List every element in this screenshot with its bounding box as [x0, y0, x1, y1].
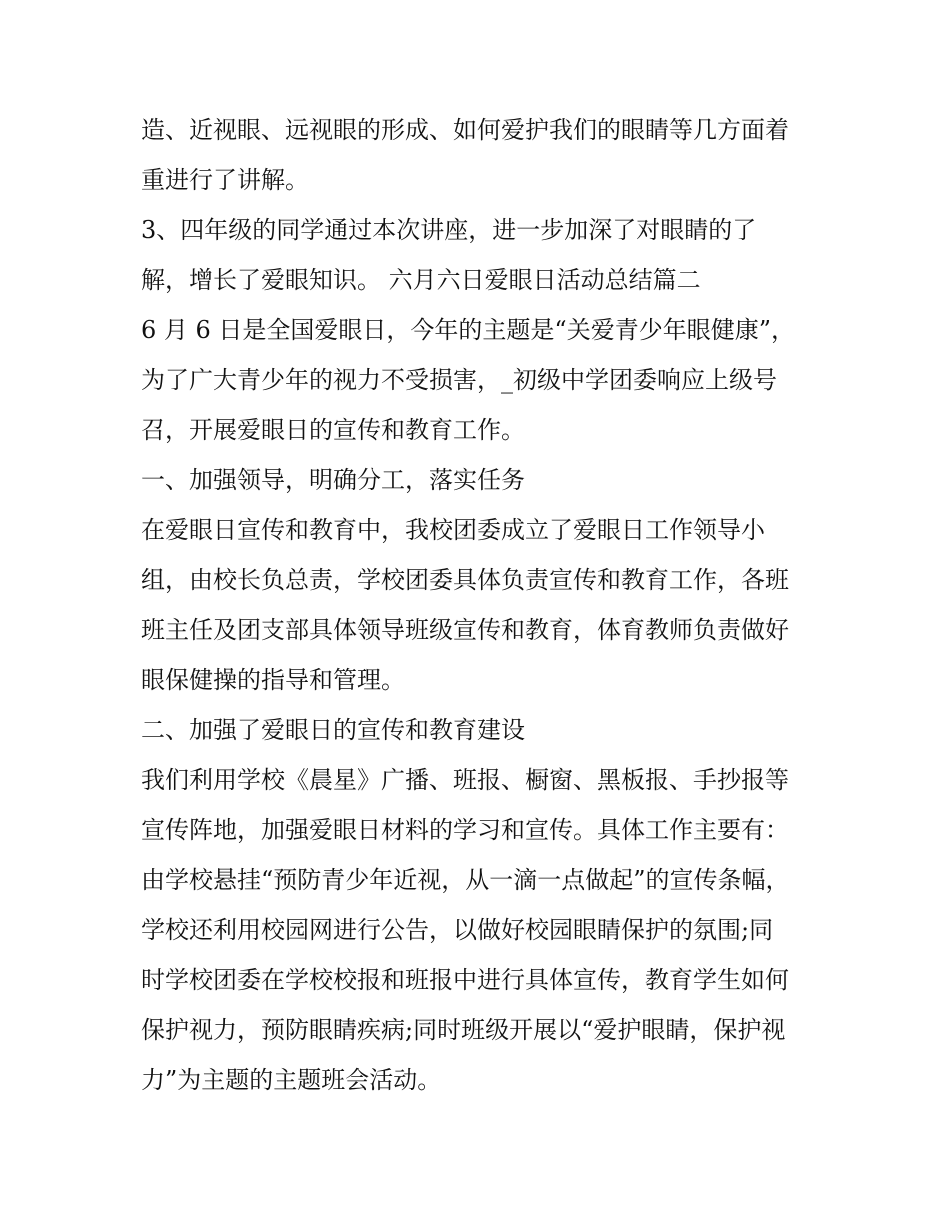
- text-line: 眼保健操的指导和管理。: [141, 666, 405, 694]
- text-line: 时学校团委在学校校报和班报中进行具体宣传，教育学生如何: [141, 966, 789, 994]
- text-line: 我们利用学校《晨星》广播、班报、橱窗、黑板报、手抄报等: [141, 766, 789, 794]
- section-heading: 二、加强了爱眼日的宣传和教育建设: [141, 716, 525, 744]
- text-line: 重进行了讲解。: [141, 166, 309, 194]
- text-line: 6 月 6 日是全国爱眼日，今年的主题是“关爱青少年眼健康”，: [141, 316, 795, 344]
- section-heading: 一、加强领导，明确分工，落实任务: [141, 466, 525, 494]
- text-line: 学校还利用校园网进行公告，以做好校园眼睛保护的氛围;同: [141, 916, 774, 944]
- text-line: 保护视力，预防眼睛疾病;同时班级开展以“爱护眼睛，保护视: [141, 1016, 786, 1044]
- text-line: 宣传阵地，加强爱眼日材料的学习和宣传。具体工作主要有：: [141, 816, 789, 844]
- text-line: 召，开展爱眼日的宣传和教育工作。: [141, 416, 525, 444]
- text-line: 组，由校长负总责，学校团委具体负责宣传和教育工作，各班: [141, 566, 789, 594]
- text-line: 班主任及团支部具体领导班级宣传和教育，体育教师负责做好: [141, 616, 789, 644]
- text-line: 解，增长了爱眼知识。 六月六日爱眼日活动总结篇二: [141, 266, 701, 294]
- text-line: 为了广大青少年的视力不受损害，_初级中学团委响应上级号: [141, 366, 777, 394]
- text-line: 由学校悬挂“预防青少年近视，从一滴一点做起”的宣传条幅，: [141, 866, 790, 894]
- text-line: 造、近视眼、远视眼的形成、如何爱护我们的眼睛等几方面着: [141, 116, 789, 144]
- text-line: 在爱眼日宣传和教育中，我校团委成立了爱眼日工作领导小: [141, 516, 765, 544]
- text-line: 力”为主题的主题班会活动。: [141, 1066, 442, 1094]
- text-line: 3、四年级的同学通过本次讲座，进一步加深了对眼睛的了: [141, 216, 757, 244]
